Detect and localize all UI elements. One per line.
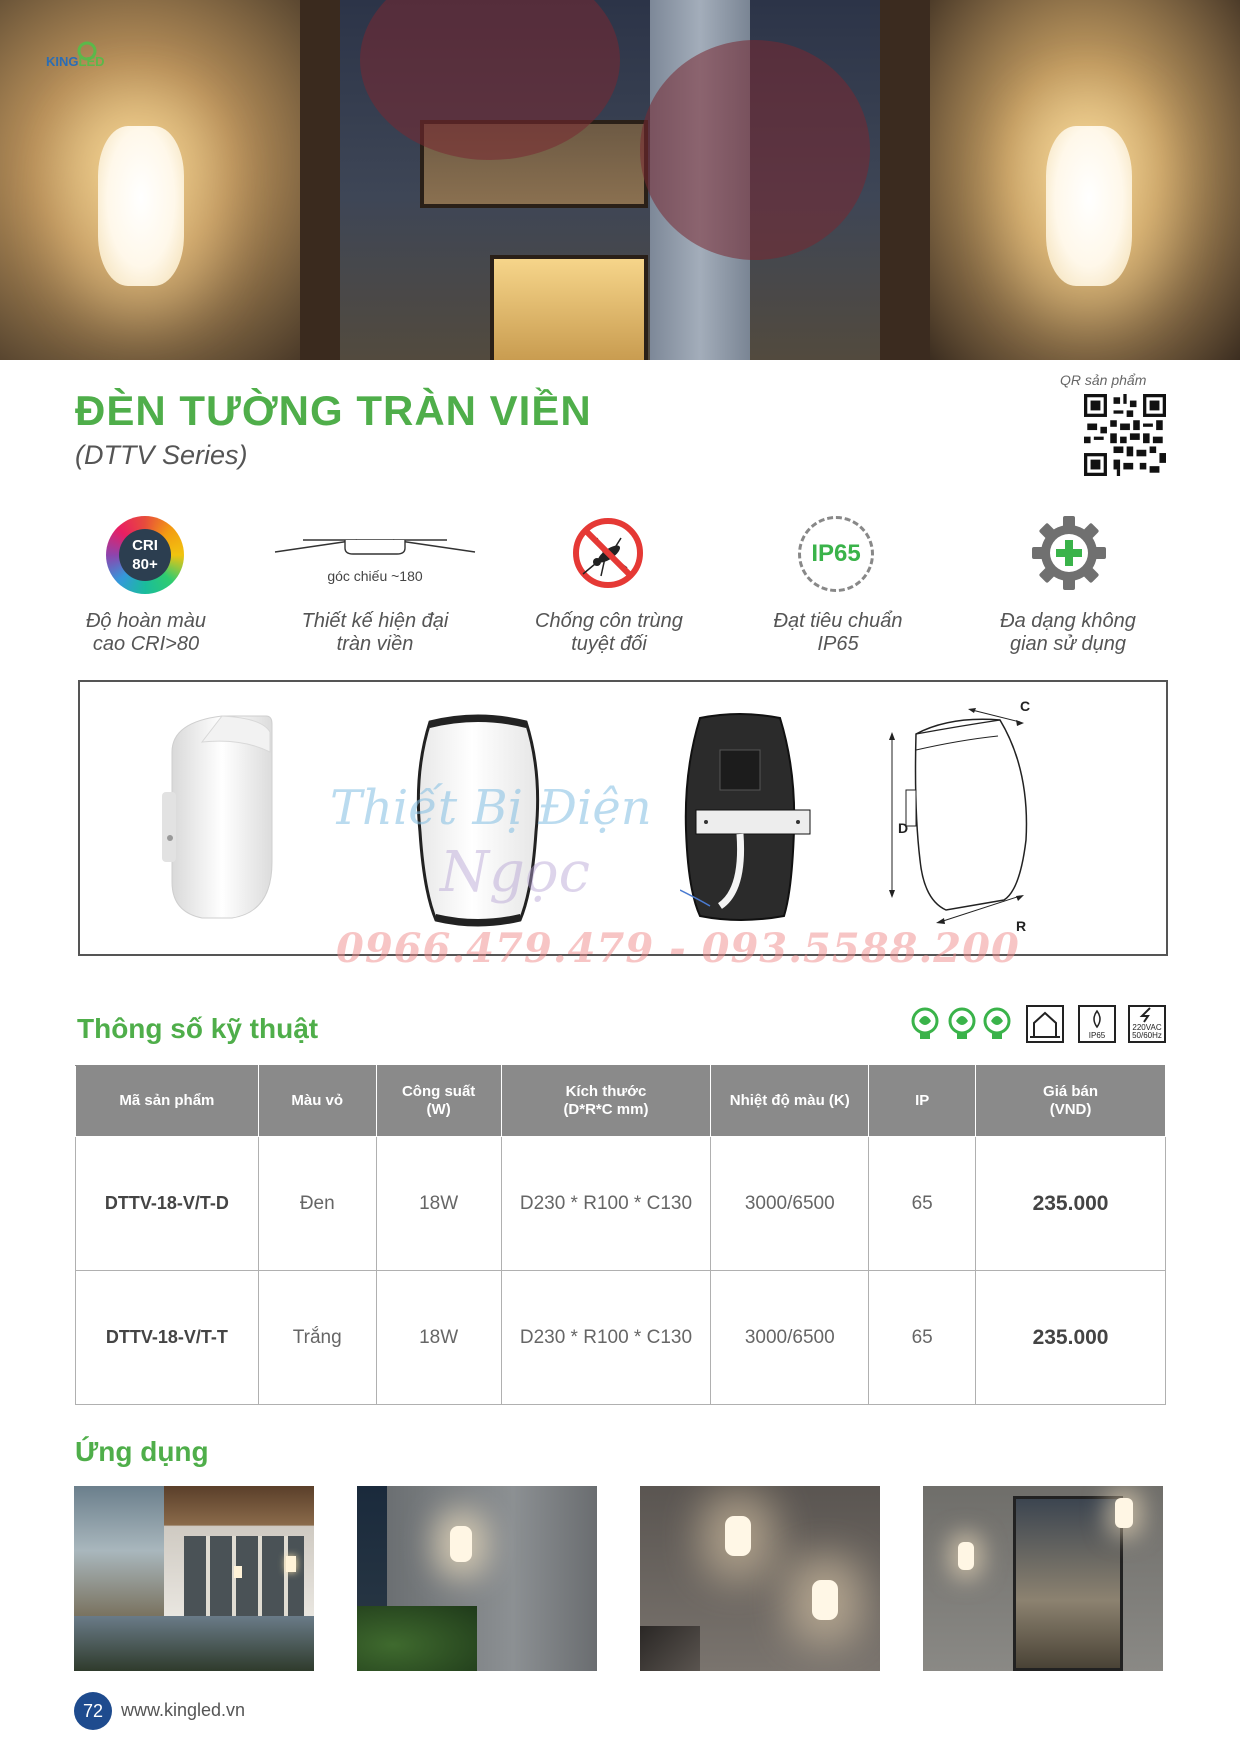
lamp-white-side-image <box>162 712 288 922</box>
frequency-cert-text: 50/60Hz <box>1132 1031 1162 1040</box>
indoor-outdoor-icon <box>1026 1005 1064 1043</box>
cell-cct: 3000/6500 <box>711 1271 869 1405</box>
feature-label-line1: Thiết kế hiện đại <box>301 610 449 632</box>
cell-price: 235.000 <box>976 1137 1166 1271</box>
feature-label-line2: IP65 <box>817 633 859 655</box>
feature-label-line2: cao CRI>80 <box>92 633 200 655</box>
logo-text-king: KING <box>46 54 79 69</box>
application-photo-wall-night <box>357 1486 597 1671</box>
feature-versatile <box>958 512 1178 656</box>
watermark-line1: Thiết Bị Điện <box>330 780 652 836</box>
cell-code: DTTV-18-V/T-D <box>76 1137 259 1271</box>
angle-icon <box>273 534 477 568</box>
feature-label-line1: Đạt tiêu chuẩn <box>773 610 903 632</box>
watermark-phone: 0966.479.479 - 093.5588.200 <box>336 925 1020 972</box>
hero-pillar-right <box>880 0 930 360</box>
cell-power: 18W <box>376 1271 501 1405</box>
bulb-cert-icon <box>978 1005 1016 1043</box>
cri-icon <box>106 516 184 594</box>
feature-label-line1: Độ hoàn màu <box>85 610 207 632</box>
application-section-title: Ứng dụng <box>75 1436 209 1467</box>
column-header-cct: Nhiệt độ màu (K) <box>711 1066 869 1137</box>
column-header-color: Màu vỏ <box>258 1066 376 1137</box>
kingled-logo <box>42 40 122 80</box>
cell-size: D230 * R100 * C130 <box>501 1271 711 1405</box>
cell-cct: 3000/6500 <box>711 1137 869 1271</box>
spec-table <box>75 1065 1166 1405</box>
ip65-icon <box>798 516 874 592</box>
feature-label-line1: Đa dạng không <box>1000 610 1136 632</box>
feature-label-line1: Chống côn trùng <box>535 610 683 632</box>
cri-badge-line1: CRI <box>132 537 158 554</box>
voltage-cert-text: 220VAC <box>1132 1023 1162 1032</box>
dimension-drawing <box>880 700 1040 936</box>
dimension-label-d: D <box>898 820 909 836</box>
ip65-cert-text: IP65 <box>1088 1031 1106 1040</box>
application-photo-glass-wall <box>923 1486 1163 1671</box>
cri-badge-line2: 80+ <box>132 556 158 573</box>
feature-label-line2: tràn viền <box>336 633 414 655</box>
qr-label: QR sản phẩm <box>1060 372 1147 388</box>
column-header-price: Giá bán (VND) <box>976 1066 1166 1137</box>
hero-tree-foliage <box>640 40 870 260</box>
dimension-label-c: C <box>1020 698 1031 714</box>
cell-color: Đen <box>258 1137 376 1271</box>
hero-pillar-left <box>300 0 340 360</box>
logo-text-led: LED <box>78 54 105 69</box>
watermark-line2: Ngọc <box>440 840 590 905</box>
column-header-ip: IP <box>869 1066 976 1137</box>
logo-text <box>46 54 105 69</box>
cell-price: 235.000 <box>976 1271 1166 1405</box>
spec-table-header-row <box>76 1066 1166 1137</box>
gear-plus-icon <box>1030 514 1108 592</box>
website-link[interactable]: www.kingled.vn <box>121 1700 246 1720</box>
feature-angle <box>265 512 485 656</box>
feature-label-line2: tuyệt đối <box>571 633 647 655</box>
cell-power: 18W <box>376 1137 501 1271</box>
cell-size: D230 * R100 * C130 <box>501 1137 711 1271</box>
lamp-back-view-image <box>680 710 820 924</box>
feature-ip65 <box>728 512 948 656</box>
hero-wall-lamp-right <box>1046 126 1132 286</box>
cell-code: DTTV-18-V/T-T <box>76 1271 259 1405</box>
feature-cri <box>36 512 256 656</box>
column-header-code: Mã sản phẩm <box>76 1066 259 1137</box>
page-subtitle: (DTTV Series) <box>75 440 248 470</box>
voltage-cert-icon <box>1128 1005 1166 1043</box>
no-insect-icon <box>571 516 645 590</box>
cell-ip: 65 <box>869 1271 976 1405</box>
bulb-cert-icon <box>943 1005 981 1043</box>
feature-no-insect <box>499 512 719 656</box>
angle-caption: góc chiếu ~180 <box>327 568 423 584</box>
feature-label-line2: gian sử dụng <box>1009 633 1127 655</box>
column-header-size: Kích thước (D*R*C mm) <box>501 1066 711 1137</box>
table-row <box>76 1137 1166 1271</box>
bulb-cert-icon <box>906 1005 944 1043</box>
page-number-badge: 72 <box>74 1692 112 1730</box>
column-header-power: Công suất (W) <box>376 1066 501 1137</box>
page-title: ĐÈN TƯỜNG TRÀN VIỀN <box>75 387 592 434</box>
cell-ip: 65 <box>869 1137 976 1271</box>
hero-wall-lamp-left <box>98 126 184 286</box>
qr-code-icon[interactable] <box>1084 394 1166 476</box>
application-photo-stairs <box>640 1486 880 1671</box>
application-photo-villa <box>74 1486 314 1671</box>
table-row <box>76 1271 1166 1405</box>
hero-window-lower <box>490 255 648 360</box>
ip65-badge-text: IP65 <box>811 540 861 567</box>
cell-color: Trắng <box>258 1271 376 1405</box>
dimension-label-r: R <box>1016 918 1027 934</box>
spec-section-title: Thông số kỹ thuật <box>77 1013 319 1044</box>
hero-image <box>0 0 1240 360</box>
ip65-cert-icon <box>1078 1005 1116 1043</box>
